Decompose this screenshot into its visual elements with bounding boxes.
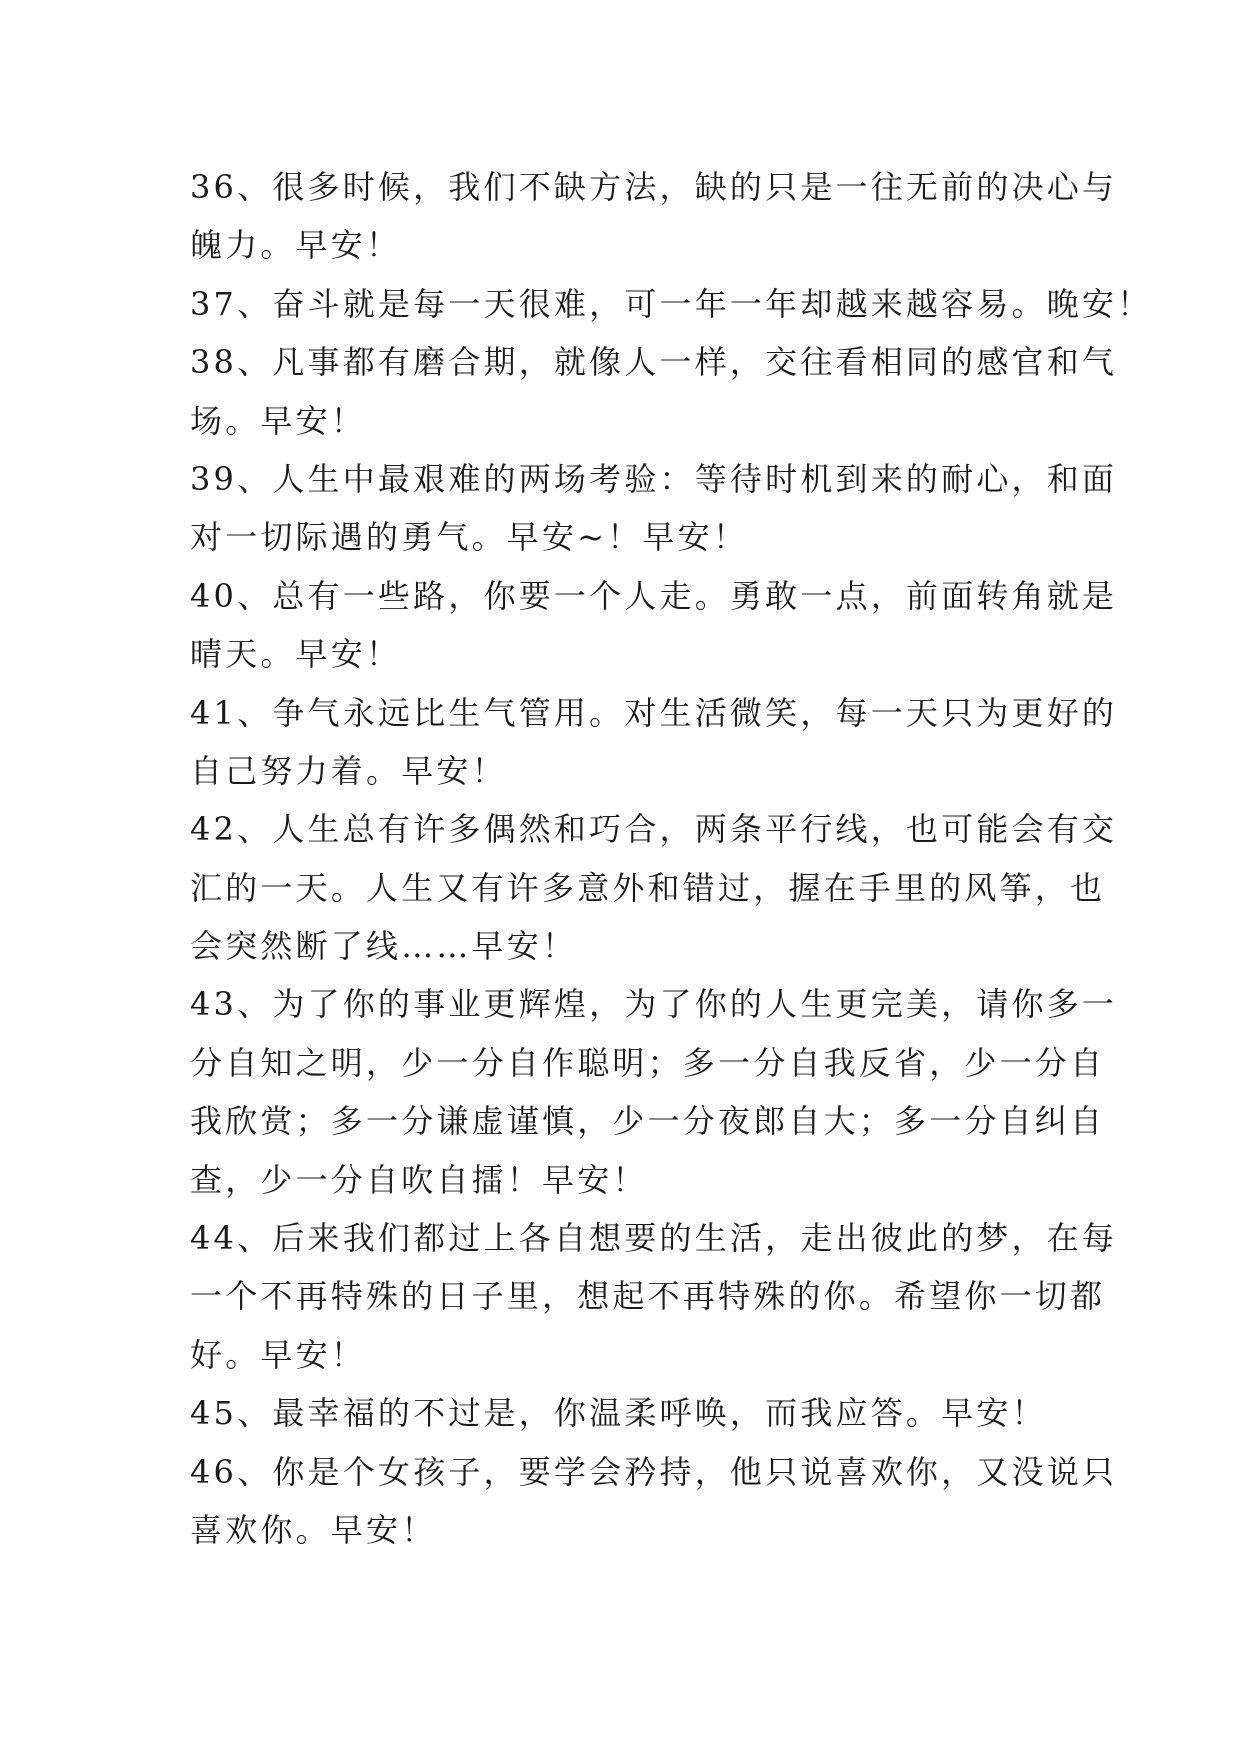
text-line: 37、奋斗就是每一天很难，可一年一年却越来越容易。晚安！ [190, 284, 1153, 323]
text-line: 自己努力着。早安！ [190, 751, 507, 790]
list-item-36 [190, 158, 1118, 275]
list-item-40 [190, 567, 1118, 684]
text-line: 好。早安！ [190, 1335, 367, 1374]
text-line: 分自知之明，少一分自作聪明；多一分自我反省，少一分自 [190, 1043, 1106, 1082]
text-line: 36、很多时候，我们不缺方法，缺的只是一往无前的决心与 [190, 168, 1118, 206]
text-line: 46、你是个女孩子，要学会矜持，他只说喜欢你，又没说只 [190, 1452, 1118, 1491]
list-item-39 [190, 450, 1118, 567]
text-line: 会突然断了线……早安！ [190, 927, 578, 966]
text-line: 44、后来我们都过上各自想要的生活，走出彼此的梦，在每 [190, 1219, 1118, 1258]
text-line: 对一切际遇的勇气。早安~！早安！ [190, 518, 749, 557]
list-item-44 [190, 1209, 1118, 1384]
text-line: 喜欢你。早安！ [190, 1510, 437, 1549]
text-line: 晴天。早安！ [190, 635, 402, 674]
list-item-45 [190, 1384, 1060, 1442]
list-item-37 [190, 275, 1153, 333]
text-line: 我欣赏；多一分谦虚谨慎，少一分夜郎自大；多一分自纠自 [190, 1102, 1106, 1141]
text-line: 39、人生中最艰难的两场考验：等待时机到来的耐心，和面 [190, 459, 1118, 498]
list-item-42 [190, 800, 1118, 975]
text-line: 38、凡事都有磨合期，就像人一样，交往看相同的感官和气 [190, 343, 1118, 382]
list-item-38 [190, 333, 1118, 450]
text-line: 查，少一分自吹自擂！早安！ [190, 1160, 648, 1199]
text-line: 45、最幸福的不过是，你温柔呼唤，而我应答。早安！ [190, 1394, 1047, 1433]
text-line: 43、为了你的事业更辉煌，为了你的人生更完美，请你多一 [190, 985, 1118, 1024]
text-line: 汇的一天。人生又有许多意外和错过，握在手里的风筝，也 [190, 868, 1106, 907]
text-line: 场。早安！ [190, 401, 367, 440]
list-item-43 [190, 975, 1118, 1209]
document-body [190, 158, 1153, 1559]
text-line: 42、人生总有许多偶然和巧合，两条平行线，也可能会有交 [190, 810, 1118, 849]
list-item-46 [190, 1443, 1118, 1560]
text-line: 40、总有一些路，你要一个人走。勇敢一点，前面转角就是 [190, 576, 1118, 615]
text-line: 魄力。早安！ [190, 226, 402, 265]
list-item-41 [190, 684, 1118, 801]
text-line: 41、争气永远比生气管用。对生活微笑，每一天只为更好的 [190, 693, 1118, 732]
text-line: 一个不再特殊的日子里，想起不再特殊的你。希望你一切都 [190, 1277, 1106, 1316]
